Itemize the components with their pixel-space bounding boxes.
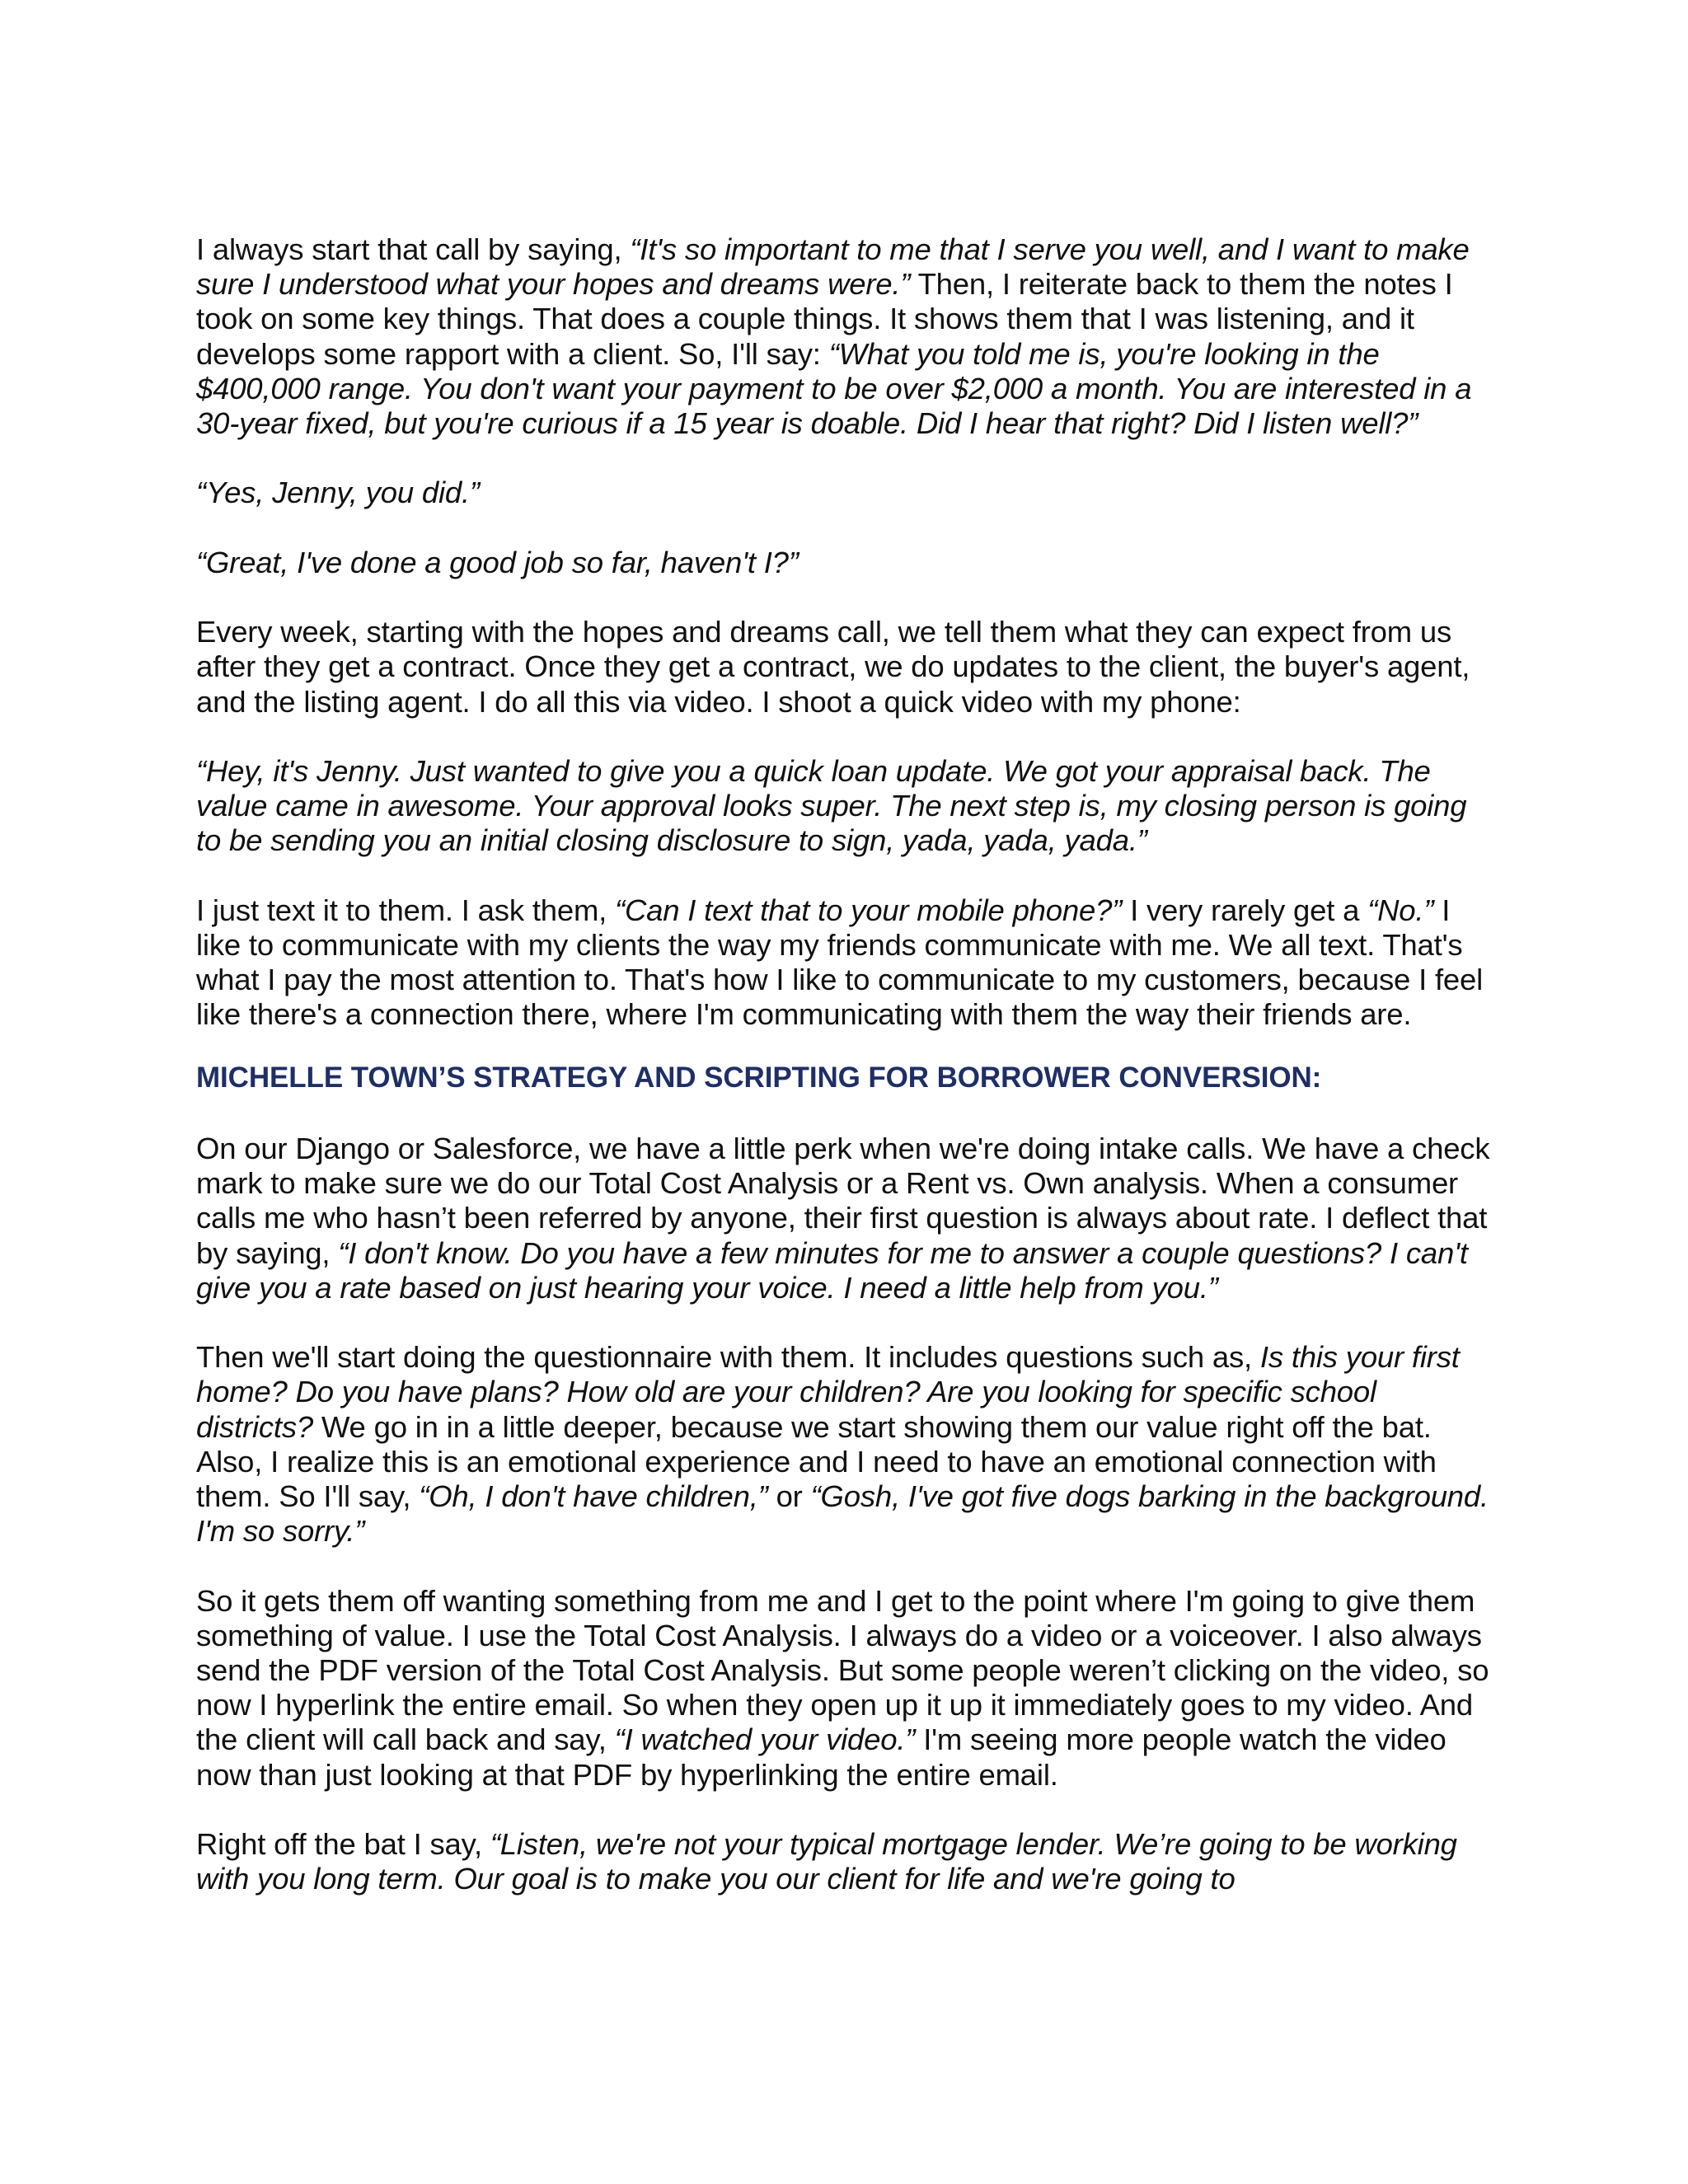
document-page [196,232,1498,1932]
paragraph-p7 [196,1132,1498,1305]
paragraph-p5 [196,754,1498,859]
paragraph-p2 [196,476,1498,510]
quoted-text: Is this your first home? Do you have plans? How old are your children? Are you looking for specific school districts? [196,1340,1460,1444]
paragraph-p1 [196,232,1498,441]
body-text: On our Django or Salesforce, we have a little perk when we're doing intake calls. We have a check mark to make sure we do our Total Cost Analysis or a Rent vs. Own analysis. When a consumer calls me who hasn’t been referred by anyone, their first question is always about rate. I deflect that by saying, [196,1131,1490,1270]
quoted-text: “No.” [1367,893,1434,927]
quoted-text: “Oh, I don't have children,” [419,1479,768,1513]
section-heading: MICHELLE TOWN’S STRATEGY AND SCRIPTING FOR BORROWER CONVERSION: [196,1061,1322,1094]
quoted-text: “What you told me is, you're looking in the $400,000 range. You don't want your payment to be over $2,000 a month. You are interested in a 30-year fixed, but you're curious if a 15 year is doable. Did I hear that right? Did I listen well?” [196,336,1472,441]
paragraph-p6 [196,893,1498,1033]
paragraph-p8 [196,1340,1498,1549]
body-text: So it gets them off wanting something from me and I get to the point where I'm going to give them something of value. I use the Total Cost Analysis. I always do a video or a voiceover. I also always send the PDF version of the Total Cost Analysis. But some people weren’t clicking on the video, so now I hyperlink the entire email. So when they open up it up it immediately goes to my video. And the client will call back and say, [196,1583,1489,1757]
quoted-text: “Hey, it's Jenny. Just wanted to give you a quick loan update. We got your appraisal back. The value came in awesome. Your approval looks super. The next step is, my closing person is going to be sending you an initial closing disclosure to sign, yada, yada, yada.” [196,753,1467,858]
paragraph-p10 [196,1827,1498,1896]
paragraph-p4 [196,615,1498,719]
quoted-text: “Yes, Jenny, you did.” [196,476,480,510]
quoted-text: “I don't know. Do you have a few minutes for me to answer a couple questions? I can't give you a rate based on just hearing your voice. I need a little help from you.” [196,1235,1468,1305]
quoted-text: “Gosh, I've got five dogs barking in the background. I'm so sorry.” [196,1479,1489,1549]
quoted-text: “Great, I've done a good job so far, haven't I?” [196,545,799,579]
body-text: I very rarely get a [1122,893,1368,927]
quoted-text: “It's so important to me that I serve you well, and I want to make sure I understood what your hopes and dreams were.” [196,232,1470,302]
quoted-text: “Can I text that to your mobile phone?” [615,893,1123,927]
body-text: We go in in a little deeper, because we start showing them our value right off the bat. Also, I realize this is an emotional experience and I need to have an emotional connection with them. So I'll say, [196,1409,1437,1513]
body-text: Every week, starting with the hopes and dreams call, we tell them what they can expect from us after they get a contract. Once they get a contract, we do updates to the client, the buyer's agent, and the listing agent. I do all this via video. I shoot a quick video with my phone: [196,615,1470,719]
quoted-text: “Listen, we're not your typical mortgage lender. We’re going to be working with you long term. Our goal is to make you our client for life and we're going to [196,1827,1457,1896]
body-text: Right off the bat I say, [196,1827,490,1861]
body-text: Then we'll start doing the questionnaire with them. It includes questions such as, [196,1340,1260,1375]
body-text: or [767,1479,811,1513]
paragraph-p3 [196,546,1498,580]
body-section-continued [196,1132,1498,1896]
body-text: I'm seeing more people watch the video now than just looking at that PDF by hyperlinking the entire email. [196,1722,1447,1792]
body-text: Then, I reiterate back to them the notes I took on some key things. That does a couple things. It shows them that I was listening, and it develops some rapport with a client. So, I'll say: [196,267,1453,371]
body-text: I like to communicate with my clients the way my friends communicate with me. We all text. That's what I pay the most attention to. That's how I like to communicate to my customers, because I feel like there's a connection there, where I'm communicating with them the way their friends are. [196,893,1484,1032]
body-text: I just text it to them. I ask them, [196,893,616,927]
body-text: I always start that call by saying, [196,232,631,266]
quoted-text: “I watched your video.” [614,1722,916,1757]
body-section [196,232,1498,1033]
paragraph-p9 [196,1584,1498,1793]
